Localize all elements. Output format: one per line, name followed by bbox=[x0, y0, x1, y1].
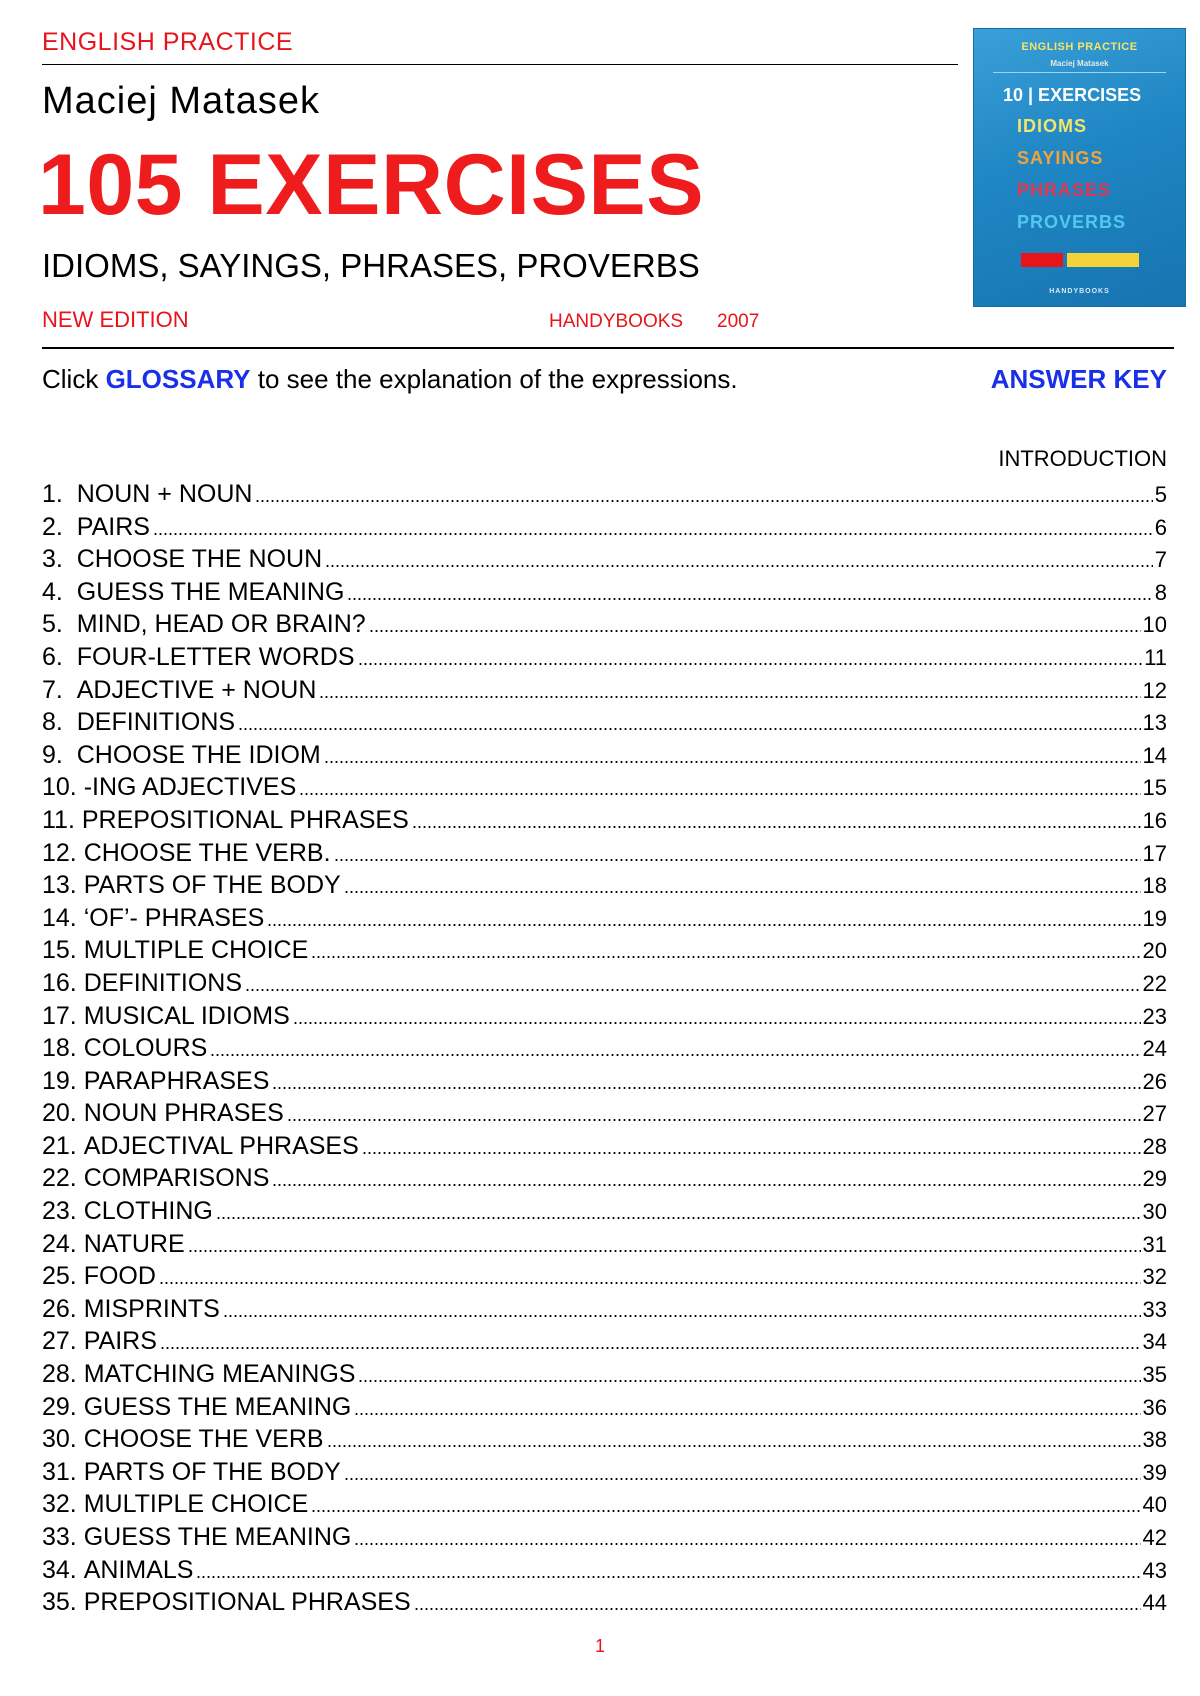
toc-dot-leader bbox=[245, 988, 1140, 992]
toc-entry[interactable] bbox=[42, 1260, 1167, 1293]
toc-entry-page: 31 bbox=[1142, 1231, 1167, 1257]
toc-entry-page: 12 bbox=[1142, 677, 1167, 703]
toc-entry-title: MUSICAL IDIOMS bbox=[83, 1001, 290, 1030]
toc-entry-title: GUESS THE MEANING bbox=[83, 1523, 352, 1551]
toc-entry-title: PARAPHRASES bbox=[83, 1066, 270, 1095]
toc-entry[interactable] bbox=[42, 1032, 1167, 1065]
toc-dot-leader bbox=[238, 727, 1140, 731]
toc-entry-title: ADJECTIVAL PHRASES bbox=[83, 1131, 359, 1160]
toc-entry-page: 15 bbox=[1142, 775, 1167, 801]
toc-entry-number: 14. bbox=[42, 903, 84, 932]
series-name: ENGLISH PRACTICE bbox=[42, 28, 294, 56]
toc-entry[interactable] bbox=[42, 902, 1167, 935]
toc-entry-number: 13. bbox=[42, 871, 84, 900]
toc-dot-leader bbox=[334, 858, 1141, 862]
toc-dot-leader bbox=[293, 1021, 1141, 1025]
toc-dot-leader bbox=[319, 695, 1140, 699]
toc-entry[interactable] bbox=[42, 1097, 1167, 1130]
toc-entry[interactable] bbox=[42, 1358, 1167, 1391]
toc-entry[interactable] bbox=[42, 478, 1167, 511]
toc-entry-number: 11. bbox=[42, 805, 82, 834]
toc-entry-title: PARTS OF THE BODY bbox=[83, 871, 341, 900]
toc-entry-page: 6 bbox=[1154, 514, 1167, 540]
toc-entry[interactable] bbox=[42, 1162, 1167, 1195]
toc-entry-number: 1. bbox=[42, 480, 77, 508]
toc-dot-leader bbox=[267, 923, 1140, 927]
toc-entry-page: 13 bbox=[1142, 710, 1167, 736]
toc-entry-page: 42 bbox=[1142, 1525, 1167, 1550]
toc-entry-number: 26. bbox=[42, 1294, 84, 1323]
toc-entry-number: 24. bbox=[42, 1229, 84, 1258]
toc-entry-title: -ING ADJECTIVES bbox=[83, 773, 297, 802]
toc-entry-number: 23. bbox=[42, 1197, 84, 1226]
instruction-suffix: to see the explanation of the expressions. bbox=[250, 364, 738, 394]
toc-entry[interactable] bbox=[42, 1554, 1167, 1587]
cover-series: ENGLISH PRACTICE bbox=[1021, 41, 1138, 53]
cover-badge-red bbox=[1021, 253, 1063, 267]
toc-entry-title: COMPARISONS bbox=[83, 1164, 270, 1193]
toc-dot-leader bbox=[327, 1444, 1141, 1448]
toc-entry-page: 34 bbox=[1142, 1329, 1167, 1355]
toc-entry-title: MIND, HEAD OR BRAIN? bbox=[76, 610, 366, 639]
author-name: Maciej Matasek bbox=[42, 80, 320, 122]
toc-entry-title: MULTIPLE CHOICE bbox=[83, 1490, 309, 1519]
toc-entry-number: 34. bbox=[42, 1555, 84, 1584]
toc-dot-leader bbox=[272, 1183, 1140, 1187]
toc-entry-title: PAIRS bbox=[83, 1327, 157, 1356]
toc-entry-page: 26 bbox=[1142, 1068, 1167, 1094]
toc-entry-title: GUESS THE MEANING bbox=[83, 1392, 352, 1421]
toc-dot-leader bbox=[358, 662, 1143, 666]
toc-entry-number: 19. bbox=[42, 1066, 84, 1095]
toc-dot-leader bbox=[196, 1575, 1140, 1579]
toc-entry-number: 27. bbox=[42, 1327, 84, 1356]
toc-entry-page: 11 bbox=[1144, 644, 1167, 670]
toc-entry[interactable] bbox=[42, 837, 1167, 870]
book-cover-image bbox=[973, 28, 1186, 307]
cover-word-idioms: IDIOMS bbox=[1017, 116, 1088, 136]
toc-entry[interactable] bbox=[42, 1586, 1167, 1619]
toc-entry[interactable] bbox=[42, 511, 1167, 544]
toc-entry-title: PREPOSITIONAL PHRASES bbox=[83, 1588, 411, 1617]
toc-dot-leader bbox=[223, 1314, 1141, 1318]
toc-entry-number: 21. bbox=[42, 1131, 84, 1160]
toc-entry-page: 35 bbox=[1142, 1362, 1167, 1388]
toc-entry[interactable] bbox=[42, 1195, 1167, 1228]
toc-entry-page: 10 bbox=[1142, 612, 1167, 638]
toc-entry-number: 10. bbox=[42, 773, 84, 802]
toc-entry-title: ADJECTIVE + NOUN bbox=[76, 675, 317, 704]
cover-publisher: HANDYBOOKS bbox=[1049, 288, 1110, 295]
toc-dot-leader bbox=[299, 792, 1140, 796]
toc-dot-leader bbox=[255, 499, 1152, 503]
toc-entry-title: CHOOSE THE IDIOM bbox=[76, 740, 321, 769]
toc-entry-number: 9. bbox=[42, 740, 77, 769]
toc-entry-page: 29 bbox=[1142, 1166, 1167, 1192]
toc-dot-leader bbox=[344, 890, 1141, 894]
toc-entry-page: 39 bbox=[1142, 1459, 1167, 1485]
toc-entry-number: 29. bbox=[42, 1392, 84, 1421]
toc-entry-title: FOUR-LETTER WORDS bbox=[76, 642, 355, 671]
toc-entry-title: NOUN PHRASES bbox=[83, 1099, 284, 1128]
toc-entry-page: 44 bbox=[1142, 1590, 1167, 1616]
toc-entry-title: COLOURS bbox=[83, 1034, 208, 1063]
toc-entry-page: 28 bbox=[1142, 1133, 1167, 1159]
toc-dot-leader bbox=[324, 760, 1141, 764]
toc-entry-number: 33. bbox=[42, 1523, 84, 1551]
table-of-contents bbox=[42, 478, 1167, 1619]
instruction-line bbox=[42, 364, 738, 395]
toc-entry-title: NOUN + NOUN bbox=[76, 480, 253, 508]
cover-title: 10 | EXERCISES bbox=[1003, 85, 1142, 105]
toc-entry-page: 23 bbox=[1142, 1003, 1167, 1029]
toc-entry[interactable] bbox=[42, 674, 1167, 707]
toc-entry-page: 40 bbox=[1142, 1492, 1167, 1518]
toc-dot-leader bbox=[414, 1607, 1141, 1611]
toc-entry[interactable] bbox=[42, 1228, 1167, 1261]
instruction-prefix: Click bbox=[42, 364, 106, 394]
toc-entry-title: PARTS OF THE BODY bbox=[83, 1457, 341, 1486]
publisher-label: HANDYBOOKS bbox=[549, 311, 684, 332]
toc-dot-leader bbox=[272, 1086, 1140, 1090]
toc-entry[interactable] bbox=[42, 1293, 1167, 1326]
toc-entry-page: 17 bbox=[1142, 840, 1167, 866]
toc-entry[interactable] bbox=[42, 641, 1167, 674]
toc-entry-title: CHOOSE THE NOUN bbox=[76, 545, 323, 574]
toc-entry-title: CLOTHING bbox=[83, 1197, 213, 1226]
toc-entry-title: PAIRS bbox=[76, 512, 150, 541]
toc-introduction-link[interactable]: INTRODUCTION bbox=[998, 446, 1167, 471]
toc-entry-page: 22 bbox=[1142, 970, 1167, 996]
toc-dot-leader bbox=[358, 1379, 1140, 1383]
cover-word-proverbs: PROVERBS bbox=[1017, 212, 1127, 232]
toc-entry[interactable] bbox=[42, 771, 1167, 804]
toc-entry-title: MATCHING MEANINGS bbox=[83, 1360, 356, 1389]
toc-entry[interactable] bbox=[42, 934, 1167, 967]
toc-entry-page: 38 bbox=[1142, 1427, 1167, 1453]
toc-entry-title: MISPRINTS bbox=[83, 1294, 220, 1323]
toc-dot-leader bbox=[188, 1249, 1141, 1253]
toc-entry-page: 27 bbox=[1142, 1101, 1167, 1127]
cover-word-phrases: PHRASES bbox=[1017, 180, 1112, 200]
toc-entry-page: 18 bbox=[1142, 873, 1167, 899]
toc-dot-leader bbox=[347, 597, 1152, 601]
toc-entry-number: 30. bbox=[42, 1425, 84, 1454]
cover-divider bbox=[993, 72, 1166, 73]
book-subtitle: IDIOMS, SAYINGS, PHRASES, PROVERBS bbox=[42, 247, 700, 284]
toc-entry-page: 19 bbox=[1142, 905, 1167, 931]
toc-entry[interactable] bbox=[42, 608, 1167, 641]
toc-entry[interactable] bbox=[42, 706, 1167, 739]
toc-entry-number: 18. bbox=[42, 1034, 84, 1063]
toc-entry[interactable] bbox=[42, 1130, 1167, 1163]
toc-entry[interactable] bbox=[42, 543, 1167, 576]
toc-entry[interactable] bbox=[42, 1325, 1167, 1358]
toc-entry-page: 5 bbox=[1154, 482, 1167, 507]
toc-dot-leader bbox=[362, 1151, 1141, 1155]
toc-entry-number: 16. bbox=[42, 968, 84, 997]
toc-entry[interactable] bbox=[42, 1391, 1167, 1424]
toc-entry[interactable] bbox=[42, 869, 1167, 902]
toc-entry-number: 25. bbox=[42, 1262, 84, 1291]
toc-entry[interactable] bbox=[42, 1521, 1167, 1554]
toc-entry-page: 36 bbox=[1142, 1394, 1167, 1420]
book-title: 105 EXERCISES bbox=[38, 137, 705, 233]
toc-entry-number: 17. bbox=[42, 1001, 84, 1030]
toc-dot-leader bbox=[412, 825, 1141, 829]
toc-entry-number: 22. bbox=[42, 1164, 84, 1193]
toc-entry-number: 12. bbox=[42, 838, 84, 867]
toc-entry-number: 35. bbox=[42, 1588, 84, 1617]
toc-entry[interactable] bbox=[42, 1065, 1167, 1098]
toc-entry-page: 8 bbox=[1154, 579, 1167, 605]
toc-entry-title: DEFINITIONS bbox=[83, 968, 243, 997]
toc-entry-page: 20 bbox=[1142, 938, 1167, 964]
toc-dot-leader bbox=[216, 1216, 1141, 1220]
toc-entry-number: 8. bbox=[42, 708, 77, 737]
toc-entry-title: MULTIPLE CHOICE bbox=[83, 936, 309, 965]
top-rule bbox=[42, 64, 958, 65]
toc-dot-leader bbox=[311, 1509, 1140, 1513]
toc-entry-page: 24 bbox=[1142, 1036, 1167, 1062]
cover-author: Maciej Matasek bbox=[1050, 59, 1109, 68]
toc-entry-number: 28. bbox=[42, 1360, 84, 1389]
toc-entry-number: 4. bbox=[42, 577, 77, 606]
toc-entry-title: NATURE bbox=[83, 1229, 185, 1258]
toc-entry-title: DEFINITIONS bbox=[76, 708, 236, 737]
toc-entry-title: PREPOSITIONAL PHRASES bbox=[81, 805, 409, 834]
toc-dot-leader bbox=[344, 1477, 1141, 1481]
cover-word-sayings: SAYINGS bbox=[1017, 148, 1104, 168]
page-number: 1 bbox=[594, 1636, 605, 1656]
toc-entry-page: 16 bbox=[1142, 807, 1167, 833]
toc-dot-leader bbox=[287, 1118, 1141, 1122]
toc-dot-leader bbox=[354, 1542, 1140, 1546]
toc-entry-page: 30 bbox=[1142, 1199, 1167, 1225]
toc-entry[interactable] bbox=[42, 1423, 1167, 1456]
toc-entry-number: 31. bbox=[42, 1457, 84, 1486]
toc-entry[interactable] bbox=[42, 1488, 1167, 1521]
toc-entry-number: 2. bbox=[42, 512, 77, 541]
year-label: 2007 bbox=[717, 311, 760, 332]
toc-entry-title: CHOOSE THE VERB. bbox=[83, 838, 331, 867]
toc-entry-number: 5. bbox=[42, 610, 77, 639]
glossary-link[interactable]: GLOSSARY bbox=[105, 364, 251, 394]
toc-entry-number: 7. bbox=[42, 675, 77, 704]
toc-entry-page: 43 bbox=[1142, 1557, 1167, 1583]
toc-dot-leader bbox=[153, 532, 1153, 536]
toc-entry[interactable] bbox=[42, 967, 1167, 1000]
toc-entry-number: 20. bbox=[42, 1099, 84, 1128]
toc-entry-number: 15. bbox=[42, 936, 84, 965]
toc-dot-leader bbox=[210, 1053, 1140, 1057]
toc-entry[interactable] bbox=[42, 1456, 1167, 1489]
toc-entry-title: ‘OF’- PHRASES bbox=[83, 903, 265, 932]
toc-dot-leader bbox=[369, 629, 1141, 633]
toc-entry[interactable] bbox=[42, 804, 1167, 837]
toc-entry-page: 33 bbox=[1142, 1296, 1167, 1322]
toc-dot-leader bbox=[159, 1281, 1141, 1285]
toc-entry-number: 32. bbox=[42, 1490, 84, 1519]
toc-entry-page: 32 bbox=[1142, 1264, 1167, 1290]
toc-entry-number: 3. bbox=[42, 545, 77, 574]
toc-dot-leader bbox=[354, 1412, 1140, 1416]
toc-entry-title: FOOD bbox=[83, 1262, 156, 1291]
toc-entry[interactable] bbox=[42, 576, 1167, 609]
toc-entry-title: CHOOSE THE VERB bbox=[83, 1425, 324, 1454]
toc-dot-leader bbox=[160, 1346, 1141, 1350]
toc-entry-page: 7 bbox=[1154, 547, 1167, 573]
toc-entry-title: GUESS THE MEANING bbox=[76, 577, 345, 606]
toc-dot-leader bbox=[325, 564, 1153, 568]
toc-entry-number: 6. bbox=[42, 642, 77, 671]
toc-entry-page: 14 bbox=[1142, 742, 1167, 768]
answer-key-link[interactable]: ANSWER KEY bbox=[990, 364, 1167, 394]
toc-entry-title: ANIMALS bbox=[83, 1555, 194, 1584]
header-rule bbox=[42, 347, 1174, 349]
toc-entry[interactable] bbox=[42, 739, 1167, 772]
cover-badge-yellow bbox=[1067, 253, 1139, 267]
edition-label: NEW EDITION bbox=[42, 307, 189, 332]
toc-dot-leader bbox=[311, 955, 1140, 959]
toc-entry[interactable] bbox=[42, 1000, 1167, 1033]
